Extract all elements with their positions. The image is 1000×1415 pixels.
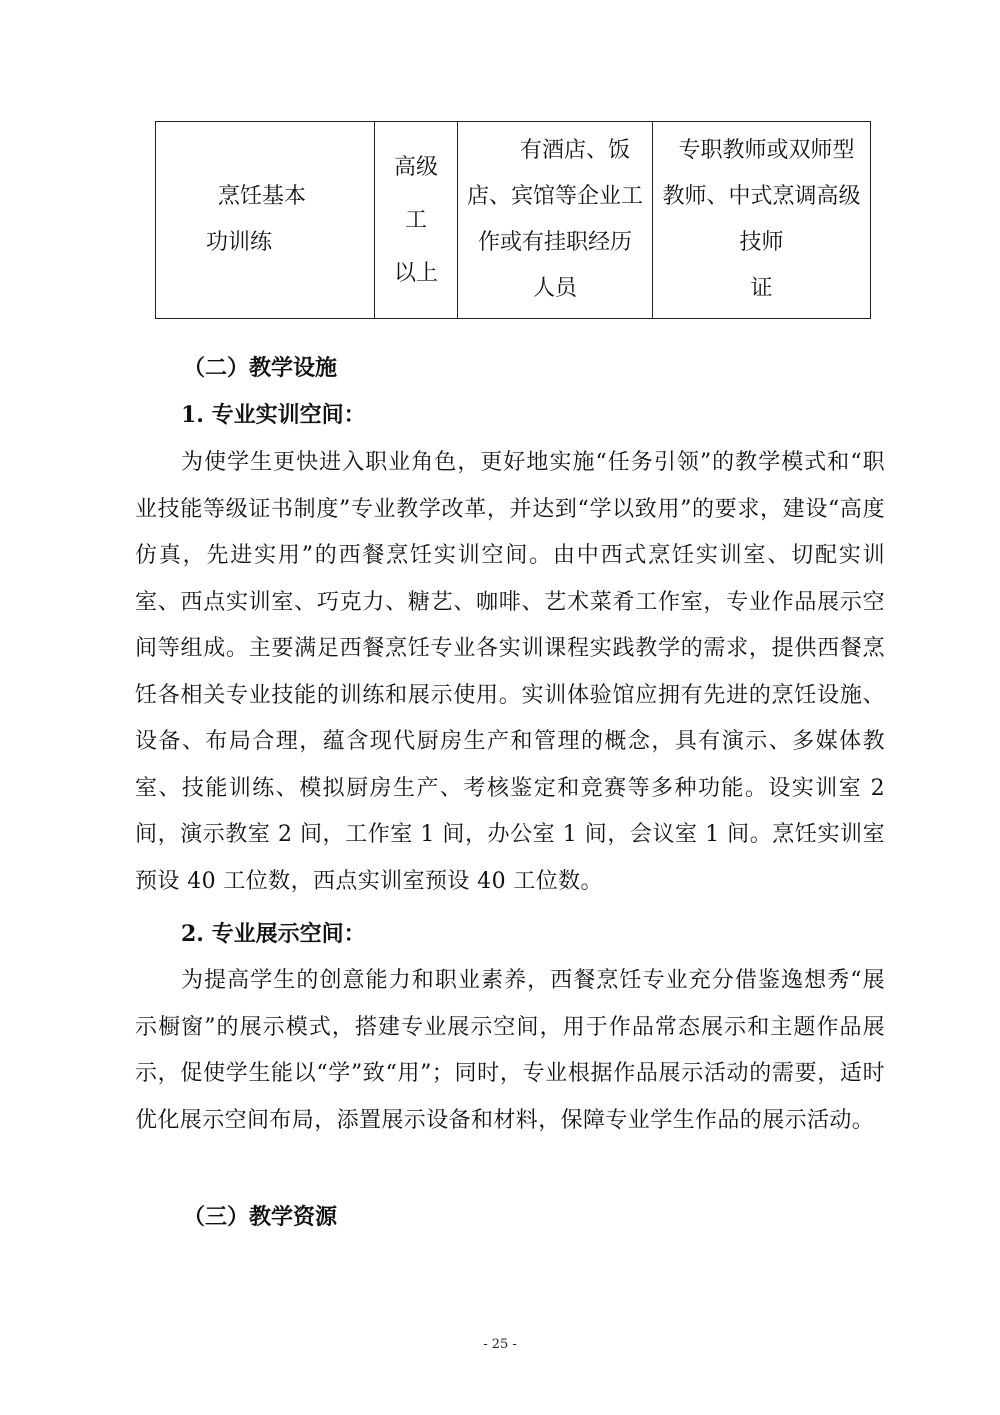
experience-line: 有酒店、饭 [519, 138, 630, 163]
experience-line: 作或有挂职经历 [477, 230, 632, 255]
level-line: 以上 [393, 260, 438, 286]
course-cell [156, 122, 375, 319]
paragraph-training-space: 为使学生更快进入职业角色，更好地实施“任务引领”的教学模式和“职业技能等级证书制度”专业教学改革，并达到“学以致用”的要求，建设“高度仿真，先进实用”的西餐烹饪实训空间。由中西式烹饪实训室、切配实训室、西点实训室、巧克力、糖艺、咖啡、艺术菜肴工作室，专业作品展示空间等组成。主要满足西餐烹饪专业各实训课程实践教学的需求，提供西餐烹饪各相关专业技能的训练和展示使用。实训体验馆应拥有先进的烹饪设施、设备、布局合理，蕴含现代厨房生产和管理的概念，具有演示、多媒体教室、技能训练、模拟厨房生产、考核鉴定和竞赛等多种功能。设实训室 2 间，演示教室 2 间，工作室 1 间，办公室 1 间，会议室 1 间。烹饪实训室预设 40 工位数，西点实训室预设 40 工位数。 [135, 450, 885, 894]
page-number: - 25 - [483, 1337, 517, 1352]
subheading-display-space: 2. 专业展示空间： [181, 921, 366, 947]
level-cell [375, 122, 458, 319]
certificate-cell [653, 122, 871, 319]
section-heading-resources: （三）教学资源 [183, 1204, 338, 1230]
subheading-training-space: 1. 专业实训空间： [181, 402, 366, 428]
certificate-line: 证 [750, 276, 773, 301]
experience-line: 店、宾馆等企业工 [466, 184, 643, 209]
course-line: 功训练 [206, 230, 273, 255]
table-row [156, 122, 871, 319]
certificate-line: 专职教师或双师型 [678, 138, 855, 163]
section-heading-facilities: （二）教学设施 [183, 355, 338, 381]
paragraph-display-space: 为提高学生的创意能力和职业素养，西餐烹饪专业充分借鉴逸想秀“展示橱窗”的展示模式，搭建专业展示空间，用于作品常态展示和主题作品展示，促使学生能以“学”致“用”；同时，专业根据作品展示活动的需要，适时优化展示空间布局，添置展示设备和材料，保障专业学生作品的展示活动。 [135, 968, 885, 1133]
course-line: 烹饪基本 [218, 184, 307, 209]
experience-line: 人员 [532, 276, 577, 301]
certificate-line: 教师、中式烹调高级技师 [662, 184, 861, 255]
experience-cell [458, 122, 653, 319]
teacher-requirements-table [155, 121, 871, 319]
level-line: 高级 [393, 154, 438, 180]
level-line: 工 [404, 207, 427, 233]
